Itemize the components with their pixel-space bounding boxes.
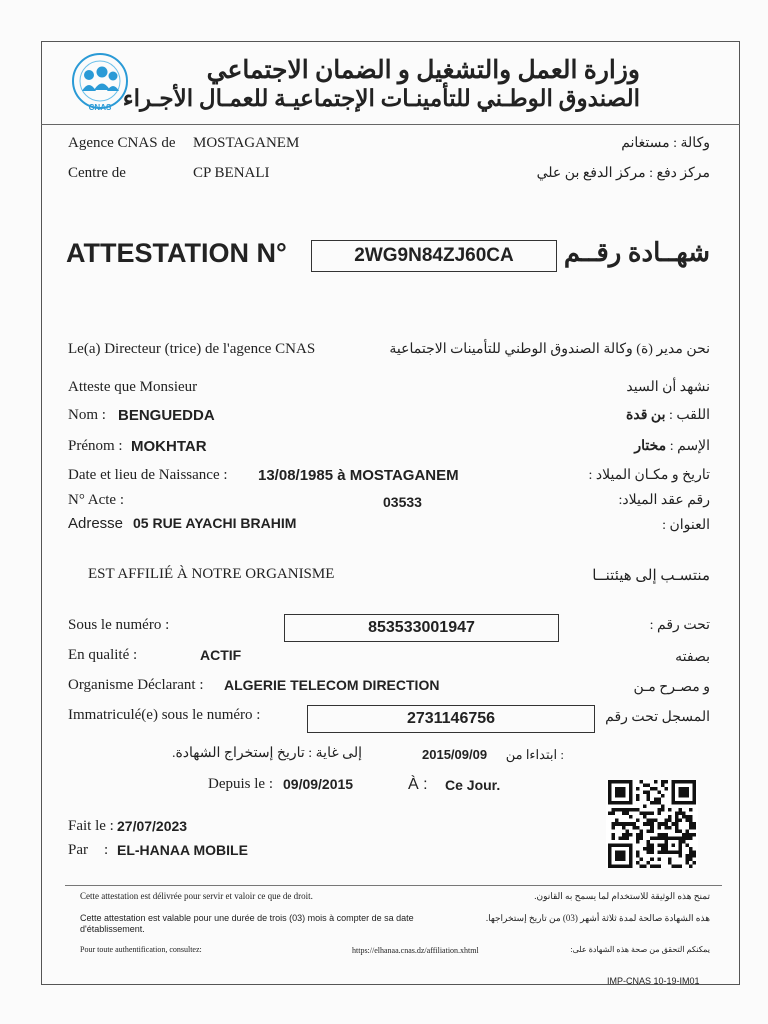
attestation-title: ATTESTATION N°	[66, 238, 287, 268]
fait-label: Fait le :	[68, 818, 114, 834]
note2-ar: هذه الشهادة صالحة لمدة ثلاثة أشهر (03) من تاريخ إستخراجها.	[485, 913, 710, 923]
atteste-fr: Atteste que Monsieur	[68, 379, 198, 395]
nom-ar: اللقب : بن قدة	[626, 408, 710, 423]
immat-ar: المسجل تحت رقم	[605, 710, 710, 725]
a-label: À :	[408, 776, 428, 793]
note1-ar: تمنح هذه الوثيقة للاستخدام لما يسمح به القانون.	[534, 891, 710, 901]
header-divider	[41, 124, 740, 125]
naissance-value: 13/08/1985 à MOSTAGANEM	[258, 467, 459, 484]
footer-divider	[65, 885, 722, 886]
attestation-number-box	[311, 240, 557, 272]
immat-label: Immatriculé(e) sous le numéro :	[68, 707, 261, 723]
naissance-ar: تاريخ و مكـان الميلاد :	[588, 468, 710, 483]
affilie-ar: منتسـب إلى هيئتنــا	[592, 568, 710, 584]
depuis-label: Depuis le :	[208, 776, 273, 792]
numero-label: Sous le numéro :	[68, 617, 170, 633]
organisme-value: ALGERIE TELECOM DIRECTION	[224, 677, 440, 693]
svg-text:CNAS: CNAS	[88, 103, 112, 112]
attestation-number: 2WG9N84ZJ60CA	[354, 245, 514, 266]
attestation-title-ar: شهــادة رقــم	[563, 238, 710, 267]
qualite-value: ACTIF	[200, 647, 242, 663]
jusqua-ar: إلى غاية : تاريخ إستخراج الشهادة.	[171, 746, 362, 761]
acte-label: N° Acte :	[68, 492, 124, 508]
note2-fr-line1: Cette attestation est valable pour une durée de trois (03) mois à compter de sa date	[80, 913, 414, 923]
auth-fr: Pour toute authentification, consultez:	[80, 945, 202, 954]
auth-ar: يمكنكم التحقق من صحة هذه الشهادة على:	[570, 945, 710, 954]
director-ar: نحن مدير (ة) وكالة الصندوق الوطني للتأمينات الاجتماعية	[389, 342, 710, 357]
par-value: EL-HANAA MOBILE	[117, 842, 248, 858]
adresse-value: 05 RUE AYACHI BRAHIM	[133, 515, 297, 531]
qualite-label: En qualité :	[68, 647, 138, 663]
fund-title: الصندوق الوطـني للتأمينـات الإجتماعيـة للعمـال الأجـراء	[122, 86, 640, 111]
organisme-label: Organisme Déclarant :	[68, 677, 204, 693]
agence-value: MOSTAGANEM	[193, 135, 300, 151]
numero-box	[284, 614, 559, 642]
depuis-value: 09/09/2015	[283, 776, 354, 792]
centre-value: CP BENALI	[193, 165, 270, 181]
fait-value: 27/07/2023	[117, 818, 188, 834]
organisme-ar: و مصـرح مـن	[633, 680, 710, 695]
depuis-ar-value: 2015/09/09	[422, 747, 488, 762]
immat-value: 2731146756	[406, 710, 496, 727]
acte-value: 03533	[383, 494, 422, 510]
director-fr: Le(a) Directeur (trice) de l'agence CNAS	[68, 341, 316, 357]
note1-fr: Cette attestation est délivrée pour servir et valoir ce que de droit.	[80, 891, 313, 901]
numero-value: 853533001947	[368, 619, 475, 636]
ministry-title: وزارة العمل والتشغيل و الضمان الاجتماعي	[206, 57, 640, 84]
qr-code	[606, 780, 698, 868]
centre-label: Centre de	[68, 165, 126, 181]
atteste-ar: نشهد أن السيد	[626, 380, 710, 395]
adresse-ar: العنوان :	[662, 518, 710, 533]
acte-ar: رقم عقد الميلاد:	[618, 493, 710, 508]
nom-label: Nom :	[68, 407, 106, 423]
prenom-ar: الإسم : مختار	[634, 439, 710, 454]
agence-ar: وكالة : مستغانم	[621, 136, 710, 151]
adresse-label: Adresse	[68, 515, 124, 532]
nom-value: BENGUEDDA	[118, 407, 215, 424]
prenom-label: Prénom :	[68, 438, 123, 454]
immat-box	[307, 705, 595, 733]
naissance-label: Date et lieu de Naissance :	[68, 467, 228, 483]
note2-fr-line2: d'établissement.	[80, 924, 145, 934]
ref-code: IMP-CNAS 10-19-IM01	[607, 976, 700, 986]
par-label: Par	[68, 842, 88, 858]
auth-url[interactable]: https://elhanaa.cnas.dz/affiliation.xhtml	[352, 946, 479, 955]
a-value: Ce Jour.	[445, 777, 501, 793]
qualite-ar: بصفته	[675, 650, 710, 665]
centre-ar: مركز دفع : مركز الدفع بن علي	[536, 166, 710, 181]
prenom-value: MOKHTAR	[131, 438, 207, 455]
numero-ar: تحت رقم :	[649, 618, 710, 633]
par-colon: :	[104, 842, 109, 858]
affilie-fr: EST AFFILIÉ À NOTRE ORGANISME	[88, 566, 335, 582]
agence-label: Agence CNAS de	[68, 135, 176, 151]
depuis-ar-label: : ابتداءا من	[505, 747, 564, 762]
